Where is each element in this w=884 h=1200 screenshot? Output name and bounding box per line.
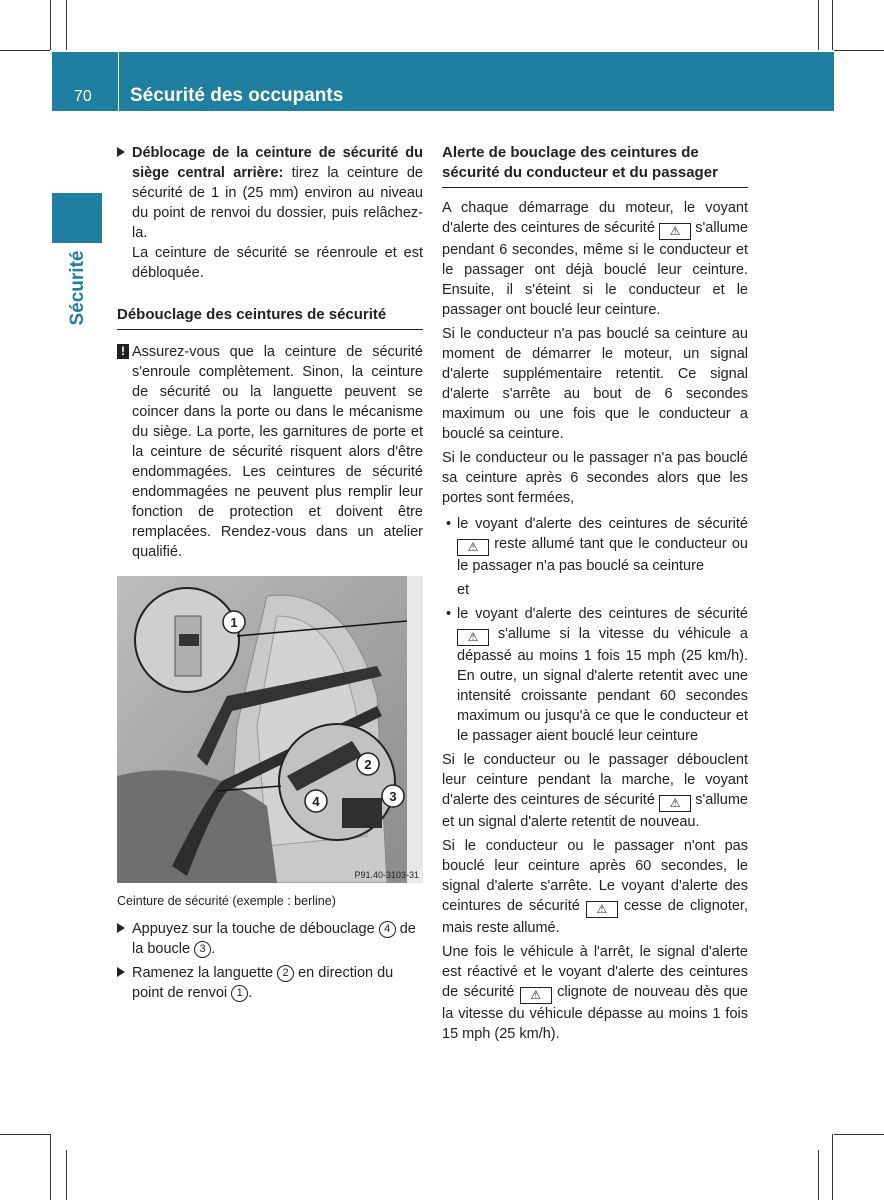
seatbelt-warning-icon: ⚠ [659, 795, 691, 812]
crop-mark [818, 0, 819, 50]
callout-4-label: 4 [312, 794, 320, 809]
page-header [52, 52, 834, 111]
left-column [117, 143, 423, 1007]
seatbelt-warning-icon: ⚠ [586, 901, 618, 918]
paragraph [442, 942, 748, 1044]
list-connector: et [457, 582, 470, 598]
callout-ref: 4 [379, 921, 396, 938]
list-item-text: s'allume si la vitesse du véhicule a dépassé au moins 1 fois 15 mph (25 km/h). En outre, un signal d'alerte retentit avec une intensité croissante pendant 60 secondes maximum ou jusqu'à ce que le conducteur et le passager aient bouclé leur ceinture [457, 626, 748, 744]
bullet-icon: • [446, 516, 452, 532]
list-item-text: le voyant d'alerte des ceintures de sécurité [457, 516, 748, 532]
warning-note [117, 342, 423, 562]
callout-3-label: 3 [389, 789, 397, 804]
section-heading: Débouclage des ceintures de sécurité [117, 305, 423, 330]
step-arrow-icon [117, 147, 125, 157]
step-arrow-icon [117, 923, 125, 933]
crop-mark [0, 50, 50, 51]
paragraph-text: Si le conducteur ou le passager n'ont pas bouclé leur ceinture après 60 secondes, le signal d'alerte s'arrête. Le voyant d'alerte des ceintures de sécurité [442, 838, 748, 914]
step-arrow-icon [117, 967, 125, 977]
step-result: La ceinture de sécurité se réenroule et est débloquée. [132, 245, 423, 281]
step-text: Appuyez sur la touche de débouclage [132, 921, 379, 937]
paragraph-text: A chaque démarrage du moteur, le voyant d'alerte des ceintures de sécurité [442, 200, 748, 236]
list-item [442, 604, 748, 746]
callout-1-label: 1 [230, 615, 238, 630]
seatbelt-warning-icon: ⚠ [457, 629, 489, 646]
instruction-step [117, 963, 423, 1003]
crop-mark [0, 1134, 50, 1135]
seatbelt-illustration [117, 576, 423, 883]
seatbelt-warning-icon: ⚠ [659, 223, 691, 240]
warning-icon: ! [117, 344, 129, 359]
step-text: . [211, 941, 216, 957]
instruction-step [117, 919, 423, 959]
list-item-text: le voyant d'alerte des ceintures de sécurité [457, 606, 748, 622]
figure-code: P91.40-3103-31 [354, 870, 419, 880]
instruction-step [117, 143, 423, 283]
section-tab-label: Sécurité [67, 250, 88, 326]
step-heading: Déblocage de la ceinture de sécurité du siège central arrière: [132, 145, 423, 181]
callout-ref: 3 [194, 941, 211, 958]
paragraph-text: Si le conducteur ou le passager débouclent leur ceinture pendant la marche, le voyant d'alerte des ceintures de sécurité [442, 752, 748, 808]
page-number: 70 [74, 88, 92, 105]
paragraph-text: cesse de clignoter, mais reste allumé. [442, 898, 748, 936]
step-text: tirez la ceinture de sécurité de 1 in (25 mm) environ au niveau du point de renvoi du dossier, puis relâchez-la. [132, 165, 423, 241]
crop-mark [66, 0, 67, 50]
step-text: en direction du point de renvoi [132, 965, 394, 1001]
page-title: Sécurité des occupants [130, 85, 344, 106]
paragraph [442, 836, 748, 938]
paragraph [442, 198, 748, 320]
callout-ref: 1 [231, 985, 248, 1002]
header-divider [118, 52, 119, 111]
section-heading: Alerte de bouclage des ceintures de sécurité du conducteur et du passager [442, 143, 748, 188]
crop-mark [832, 0, 833, 50]
list-item [442, 514, 748, 600]
callout-2-label: 2 [364, 757, 372, 772]
warning-text: Assurez-vous que la ceinture de sécurité s'enroule complètement. Sinon, la ceinture de sécurité ou la languette peuvent se coincer dans la porte ou dans le mécanisme du siège. La porte, les garnitures de porte et la ceinture de sécurité risquent alors d'être endommagées. Les ceintures de sécurité endommagées ne peuvent plus remplir leur fonction de protection et doivent être remplacées. Rendez-vous dans un atelier qualifié. [132, 344, 423, 560]
paragraph-text: clignote de nouveau dès que la vitesse du véhicule dépasse au moins 1 fois 15 mph (25 km/h). [442, 984, 748, 1042]
crop-mark [834, 1134, 884, 1135]
section-tab [52, 243, 102, 335]
crop-mark [50, 1134, 51, 1200]
paragraph: Si le conducteur n'a pas bouclé sa ceinture au moment de démarrer le moteur, un signal d'alerte supplémentaire retentit. Ce signal d'alerte s'arrête au bout de 6 secondes maximum ou une fois que le conducteur a bouclé sa ceinture. [442, 326, 748, 442]
seatbelt-warning-icon: ⚠ [520, 987, 552, 1004]
paragraph [442, 750, 748, 832]
crop-mark [834, 50, 884, 51]
figure-caption: Ceinture de sécurité (exemple : berline) [117, 894, 336, 908]
seatbelt-warning-icon: ⚠ [457, 539, 489, 556]
step-text: . [248, 985, 253, 1001]
paragraph-text: s'allume pendant 6 secondes, même si le conducteur et le passager ont déjà bouclé leur ceinture. Ensuite, il s'éteint si le conducteur et le passager ont bouclé leur ceinture. [442, 220, 748, 318]
crop-mark [818, 1150, 819, 1200]
paragraph: Si le conducteur ou le passager n'a pas bouclé sa ceinture après 6 secondes alors que les portes sont fermées, [442, 450, 748, 506]
bullet-icon: • [446, 606, 452, 622]
right-column [442, 143, 748, 1048]
seatbelt-photo [117, 576, 423, 883]
step-text: de la boucle [132, 921, 416, 957]
callout-ref: 2 [277, 965, 294, 982]
paragraph-text: s'allume et un signal d'alerte retentit de nouveau. [442, 792, 748, 830]
list-item-text: reste allumé tant que le conducteur ou le passager n'a pas bouclé sa ceinture [457, 536, 748, 574]
crop-mark [66, 1150, 67, 1200]
crop-mark [50, 0, 51, 50]
step-text: Ramenez la languette [132, 965, 278, 981]
paragraph-text: Une fois le véhicule à l'arrêt, le signal d'alerte est réactivé et le voyant d'alerte des ceintures de sécurité [442, 944, 748, 1000]
crop-mark [832, 1134, 833, 1200]
section-tab-marker [52, 193, 102, 243]
